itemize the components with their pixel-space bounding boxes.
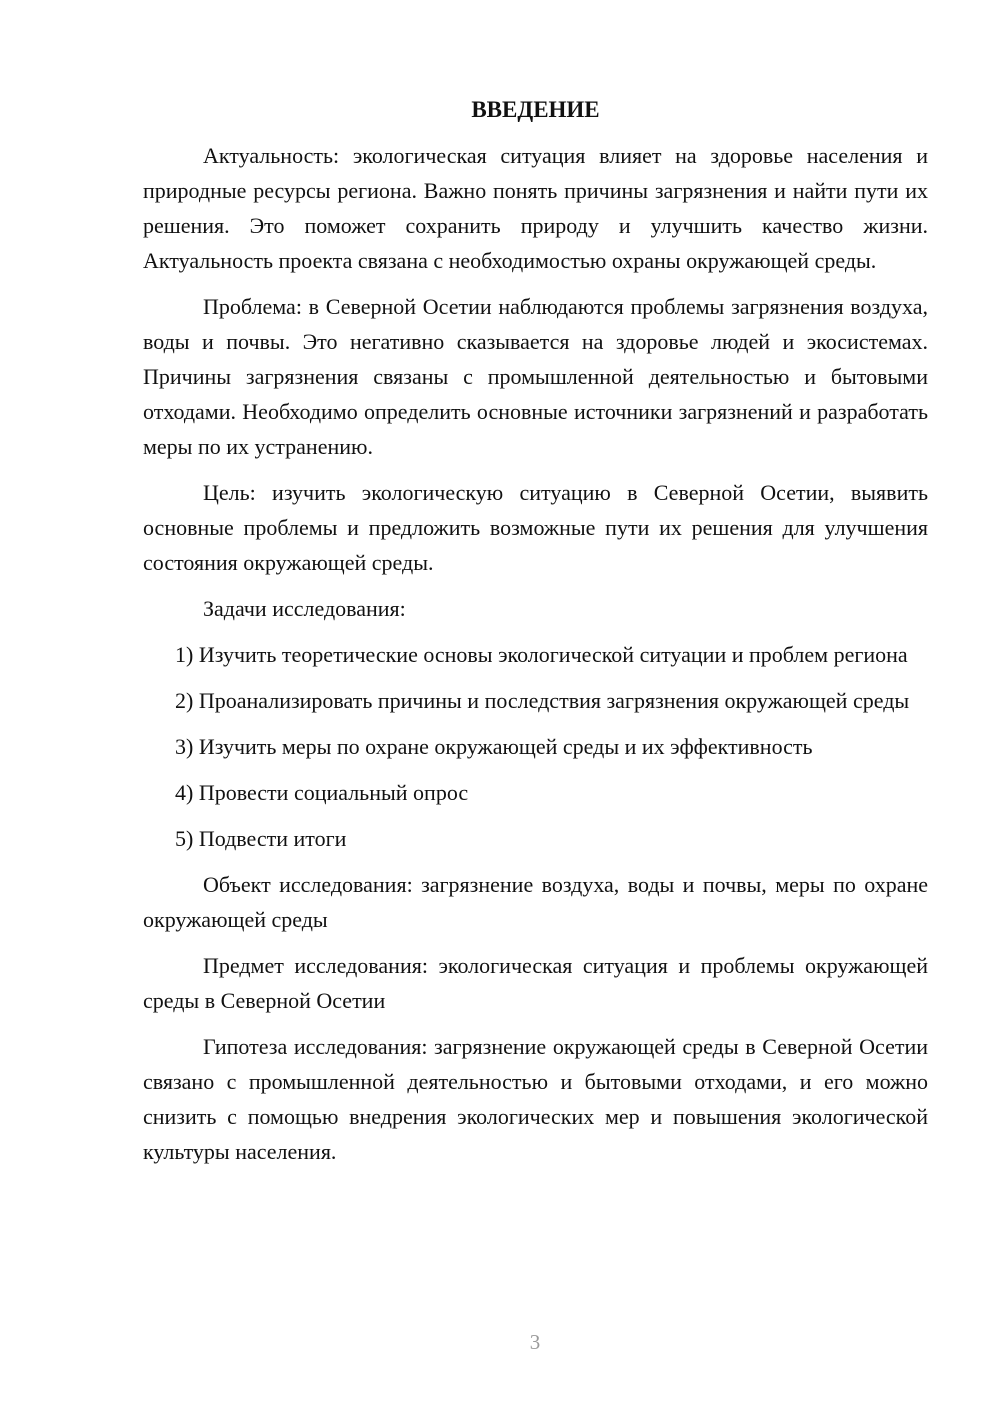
task-item-3: 3) Изучить меры по охране окружающей среды и их эффективность [175,734,813,759]
paragraph-hypothesis: Гипотеза исследования: загрязнение окружающей среды в Северной Осетии связано с промышленной деятельностью и бытовыми отходами, и его можно снизить с помощью внедрения экологических мер и повышения экологической культуры населения. [143,1034,928,1164]
page-number: 3 [529,1330,541,1354]
task-item-5: 5) Подвести итоги [175,826,347,851]
tasks-heading: Задачи исследования: [203,596,406,621]
paragraph-goal: Цель: изучить экологическую ситуацию в Северной Осетии, выявить основные проблемы и предложить возможные пути их решения для улучшения состояния окружающей среды. [143,480,928,575]
document-page [143,92,928,1169]
paragraph-object: Объект исследования: загрязнение воздуха, воды и почвы, меры по охране окружающей среды [143,872,928,932]
task-item-2: 2) Проанализировать причины и последствия загрязнения окружающей среды [175,688,910,713]
paragraph-problem: Проблема: в Северной Осетии наблюдаются проблемы загрязнения воздуха, воды и почвы. Это негативно сказывается на здоровье людей и экосистемах. Причины загрязнения связаны с промышленной деятельностью и бытовыми отходами. Необходимо определить основные источники загрязнений и разработать меры по их устранению. [143,294,928,459]
task-item-1: 1) Изучить теоретические основы экологической ситуации и проблем региона [175,642,908,667]
task-item-4: 4) Провести социальный опрос [175,780,469,805]
document-title: ВВЕДЕНИЕ [471,97,600,122]
paragraph-relevance: Актуальность: экологическая ситуация влияет на здоровье населения и природные ресурсы региона. Важно понять причины загрязнения и найти пути их решения. Это поможет сохранить природу и улучшить качество жизни. Актуальность проекта связана с необходимостью охраны окружающей среды. [143,143,928,273]
paragraph-subject: Предмет исследования: экологическая ситуация и проблемы окружающей среды в Северной Осетии [143,953,928,1013]
